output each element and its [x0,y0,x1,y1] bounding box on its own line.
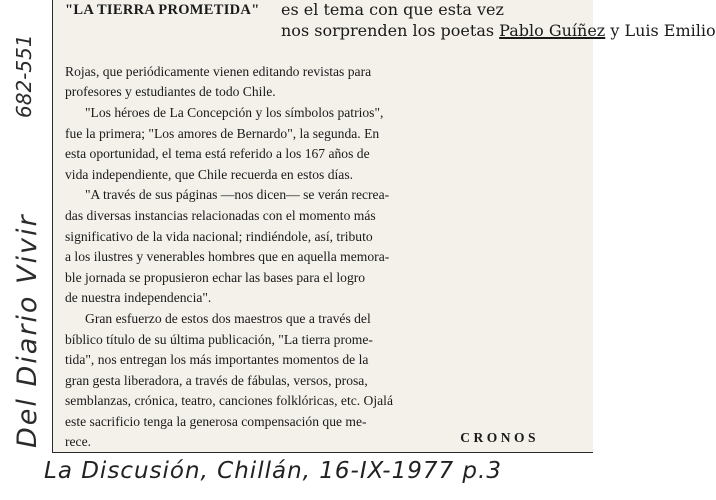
article-line: vida independiente, que Chile recuerda en estos días. [65,166,354,182]
handwritten-source-note: La Discusión, Chillán, 16-IX-1977 p.3 [44,458,502,484]
article-line: tida", nos entregan los más importantes momentos de la [65,352,369,368]
newspaper-clipping [52,0,716,453]
article-line: "Los héroes de La Concepción y los símbolos patrios", [85,104,384,120]
title-side-text [281,0,716,41]
article-title: "LA TIERRA PROMETIDA" [65,2,260,18]
handwritten-catalog-code: 682-551 [12,34,36,118]
article-body [65,62,583,453]
article-line: esta oportunidad, el tema está referido a los 167 años de [65,146,370,162]
article-line: Gran esfuerzo de estos dos maestros que a través del [85,310,371,326]
title-side-line-2b: y Luis Emilio [610,20,716,40]
title-side-line-2 [281,20,716,42]
article-line: de nuestra independencia". [65,290,212,306]
article-line: a los ilustres y venerables hombres que en aquella memora- [65,249,390,265]
article-line: significativo de la vida nacional; rindiéndole, así, tributo [65,228,373,244]
article-line: Rojas, que periódicamente vienen editando revistas para [65,63,372,79]
article-line: profesores y estudiantes de todo Chile. [65,84,276,100]
article-line: ble jornada se propusieron echar las bases para el logro [65,269,366,285]
handwritten-side-note: Del Diario Vivir [12,213,43,448]
article-line: bíblico título de su última publicación, "La tierra prome- [65,331,373,347]
article-line: rece. [65,434,92,450]
article-line: semblanzas, crónica, teatro, canciones folklóricas, etc. Ojalá [65,393,393,409]
article-line: "A través de sus páginas —nos dicen— se verán recrea- [85,187,390,203]
title-side-line-2a: nos sorprenden los poetas [281,20,495,40]
article-line: gran gesta liberadora, a través de fábulas, versos, prosa, [65,372,368,388]
title-side-line-1: es el tema con que esta vez [281,0,504,19]
author-signature: CRONOS [460,430,539,445]
article-line: das diversas instancias relacionadas con el momento más [65,207,376,223]
title-row [53,0,716,40]
article-line: fue la primera; "Los amores de Bernardo", la segunda. En [65,125,380,141]
article-line: este sacrificio tenga la generosa compensación que me- [65,413,367,429]
author-name-underlined: Pablo Guíñez [499,20,606,40]
